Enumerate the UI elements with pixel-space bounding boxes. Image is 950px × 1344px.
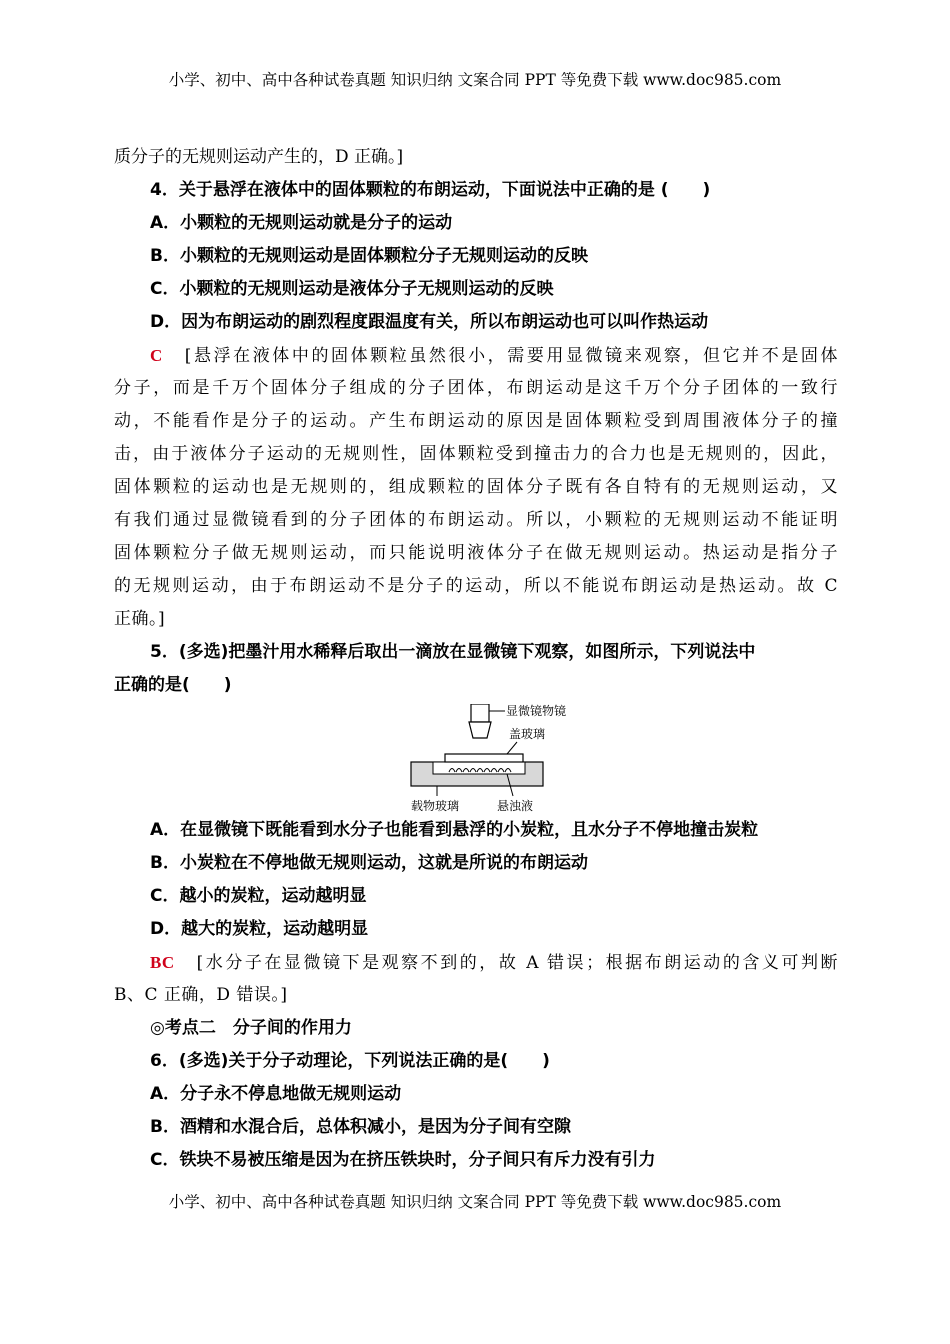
label-cover-glass: 盖玻璃 bbox=[509, 727, 546, 741]
q4-explanation-line: C [悬浮在液体中的固体颗粒虽然很小，需要用显微镜来观察，但它并不是固体 bbox=[150, 346, 838, 366]
q6-option-b: B．酒精和水混合后，总体积减小，是因为分子间有空隙 bbox=[150, 1117, 571, 1137]
q5-answer: BC bbox=[150, 953, 175, 972]
q4-explanation-line: 固体颗粒分子做无规则运动，而只能说明液体分子在做无规则运动。热运动是指分子 bbox=[114, 543, 838, 563]
q5-explanation-line: B、C 正确，D 错误。] bbox=[114, 985, 288, 1005]
q5-option-b: B．小炭粒在不停地做无规则运动，这就是所说的布朗运动 bbox=[150, 853, 588, 873]
q5-stem-line: 正确的是( ) bbox=[114, 675, 232, 695]
q4-option-a: A．小颗粒的无规则运动就是分子的运动 bbox=[150, 213, 453, 233]
objective-barrel bbox=[471, 704, 489, 722]
q4-option-c: C．小颗粒的无规则运动是液体分子无规则运动的反映 bbox=[150, 279, 554, 299]
q4-option-b: B．小颗粒的无规则运动是固体颗粒分子无规则运动的反映 bbox=[150, 246, 588, 266]
q4-explanation-line: 有我们通过显微镜看到的分子团体的布朗运动。所以，小颗粒的无规则运动不能证明 bbox=[114, 510, 838, 530]
cover-glass bbox=[445, 754, 523, 762]
q4-explanation-line: 击，由于液体分子运动的无规则性，固体颗粒受到撞击力的合力也是无规则的，因此， bbox=[114, 444, 838, 464]
q5-option-d: D．越大的炭粒，运动越明显 bbox=[150, 919, 369, 939]
microscope-figure bbox=[114, 702, 838, 814]
q5-option-c: C．越小的炭粒，运动越明显 bbox=[150, 886, 367, 906]
page-footer: 小学、初中、高中各种试卷真题 知识归纳 文案合同 PPT 等免费下载 www.doc985.com bbox=[168, 1193, 782, 1211]
section-heading: ◎考点二 分子间的作用力 bbox=[150, 1018, 352, 1038]
microscope-diagram bbox=[409, 704, 579, 812]
label-slide: 载物玻璃 bbox=[411, 799, 460, 812]
cover-pointer bbox=[507, 742, 517, 754]
q4-explanation-line: 正确。] bbox=[114, 609, 166, 629]
q5-option-a: A．在显微镜下既能看到水分子也能看到悬浮的小炭粒，且水分子不停地撞击炭粒 bbox=[150, 820, 759, 840]
q4-option-d: D．因为布朗运动的剧烈程度跟温度有关，所以布朗运动也可以叫作热运动 bbox=[150, 312, 709, 332]
q4-explanation-line: 固体颗粒的运动也是无规则的，组成颗粒的固体分子既有各自特有的无规则运动，又 bbox=[114, 477, 838, 497]
q4-answer: C bbox=[150, 346, 163, 365]
page-header: 小学、初中、高中各种试卷真题 知识归纳 文案合同 PPT 等免费下载 www.doc985.com bbox=[168, 71, 782, 89]
q6-option-a: A．分子永不停息地做无规则运动 bbox=[150, 1084, 402, 1104]
q5-stem-line: 5．(多选)把墨汁用水稀释后取出一滴放在显微镜下观察，如图所示，下列说法中 bbox=[150, 642, 756, 662]
objective-lens bbox=[469, 722, 491, 738]
continued-explanation: 质分子的无规则运动产生的，D 正确。] bbox=[114, 147, 404, 167]
label-liquid: 悬浊液 bbox=[497, 799, 534, 812]
q5-explanation-line: BC [水分子在显微镜下是观察不到的，故 A 错误；根据布朗运动的含义可判断 bbox=[150, 953, 838, 973]
q6-stem: 6．(多选)关于分子动理论，下列说法正确的是( ) bbox=[150, 1051, 550, 1071]
document-body bbox=[114, 141, 838, 1177]
q4-explanation-line: 的无规则运动，由于布朗运动不是分子的运动，所以不能说布朗运动是热运动。故 C bbox=[114, 576, 838, 596]
q4-stem: 4．关于悬浮在液体中的固体颗粒的布朗运动，下面说法中正确的是 ( ) bbox=[150, 180, 711, 200]
label-objective: 显微镜物镜 bbox=[506, 704, 567, 718]
suspension-well bbox=[433, 762, 525, 774]
q4-explanation-line: 动，不能看作是分子的运动。产生布朗运动的原因是固体颗粒受到周围液体分子的撞 bbox=[114, 411, 838, 431]
q6-option-c: C．铁块不易被压缩是因为在挤压铁块时，分子间只有斥力没有引力 bbox=[150, 1150, 656, 1170]
q4-explanation-line: 分子，而是千万个固体分子组成的分子团体，布朗运动是这千万个分子团体的一致行 bbox=[114, 378, 838, 398]
